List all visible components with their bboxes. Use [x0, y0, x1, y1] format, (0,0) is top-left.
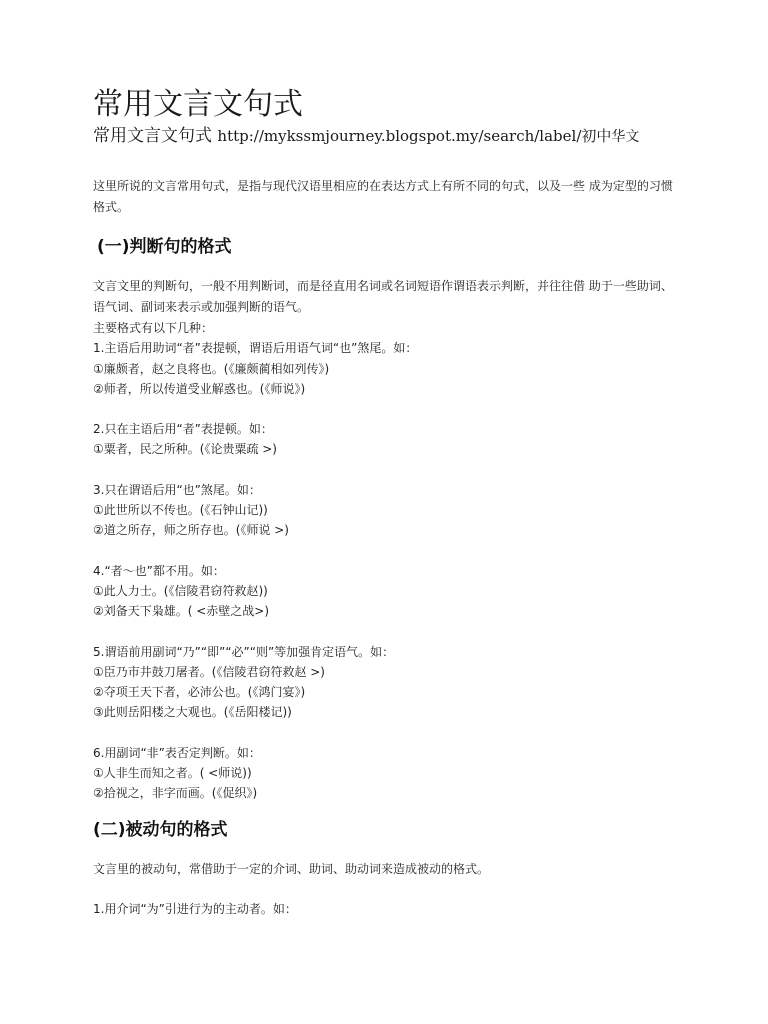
- example-line: ②刘备天下枭雄。( <赤壁之战>): [93, 604, 270, 619]
- section-heading-passive: (二)被动句的格式: [93, 819, 228, 840]
- example-line: ②拾视之，非字而画。(《促织》): [93, 786, 258, 801]
- intro-paragraph: 这里所说的文言常用句式，是指与现代汉语里相应的在表达方式上有所不同的句式，以及一些 成为定型的习惯格式。: [93, 179, 673, 214]
- example-line: ①人非生而知之者。( <师说)): [93, 766, 252, 781]
- section2-intro: 文言里的被动句，常借助于一定的介词、助词、助动词来造成被动的格式。: [93, 861, 490, 876]
- example-line: ③此则岳阳楼之大观也。(《岳阳楼记)): [93, 705, 292, 720]
- spacer: [93, 541, 683, 561]
- example-line: ①此世所以不传也。(《石钟山记)): [93, 503, 268, 518]
- subtitle-label: 常用文言文句式: [93, 126, 212, 146]
- example-line: ①廉颇者，赵之良将也。(《廉颇蔺相如列传》): [93, 361, 330, 376]
- subtitle-tail: 华文: [611, 129, 640, 145]
- example-line: ①此人力士。(《信陵君窃符救赵)): [93, 583, 268, 598]
- rule-line: 6.用副词“非”表否定判断。如：: [93, 745, 261, 760]
- rule-line: 4.“者～也”都不用。如：: [93, 563, 225, 578]
- spacer: [93, 622, 683, 642]
- spacer: [93, 460, 683, 480]
- rule-line: 3.只在谓语后用“也”煞尾。如：: [93, 482, 261, 497]
- example-line: ①粟者，民之所种。(《论贵粟疏 >): [93, 442, 277, 457]
- rule-line: 2.只在主语后用“者”表提顿。如：: [93, 422, 273, 437]
- document-subtitle: [93, 124, 683, 149]
- rule-line: 5.谓语前用副词“乃”“即”“必”“则”等加强肯定语气。如：: [93, 644, 395, 659]
- section-heading-judgment: (一)判断句的格式: [97, 237, 232, 257]
- document-title: 常用文言文句式: [93, 87, 303, 122]
- section2-item-1: 1.用介词“为”引进行为的主动者。如：: [93, 901, 297, 916]
- spacer: [93, 399, 683, 419]
- section1-intro: 文言文里的判断句，一般不用判断词，而是径直用名词或名词短语作谓语表示判断，并往往借 助于一些助词、语气词、副词来表示或加强判断的语气。: [93, 279, 673, 314]
- rule-group-5: [93, 642, 683, 723]
- example-line: ②夺项王天下者，必沛公也。(《鸿门宴》): [93, 685, 306, 700]
- rule-group-3: [93, 480, 683, 541]
- spacer: [93, 723, 683, 743]
- rule-group-6: [93, 743, 683, 804]
- rule-group-1: [93, 338, 683, 399]
- example-line: ②师者，所以传道受业解惑也。(《师说》): [93, 381, 306, 396]
- source-url: http://mykssmjourney.blogspot.my/search/label/初中: [217, 127, 612, 145]
- rule-line: 1.主语后用助词“者”表提顿，谓语后用语气词“也”煞尾。如：: [93, 341, 418, 356]
- document-page: [93, 86, 683, 920]
- example-line: ②道之所存，师之所存也。(《师说 >): [93, 523, 289, 538]
- rule-group-2: [93, 419, 683, 460]
- example-line: ①臣乃市井鼓刀屠者。(《信陵君窃符救赵 >): [93, 664, 325, 679]
- rule-group-4: [93, 561, 683, 622]
- section1-lead: 主要格式有以下几种：: [93, 321, 214, 335]
